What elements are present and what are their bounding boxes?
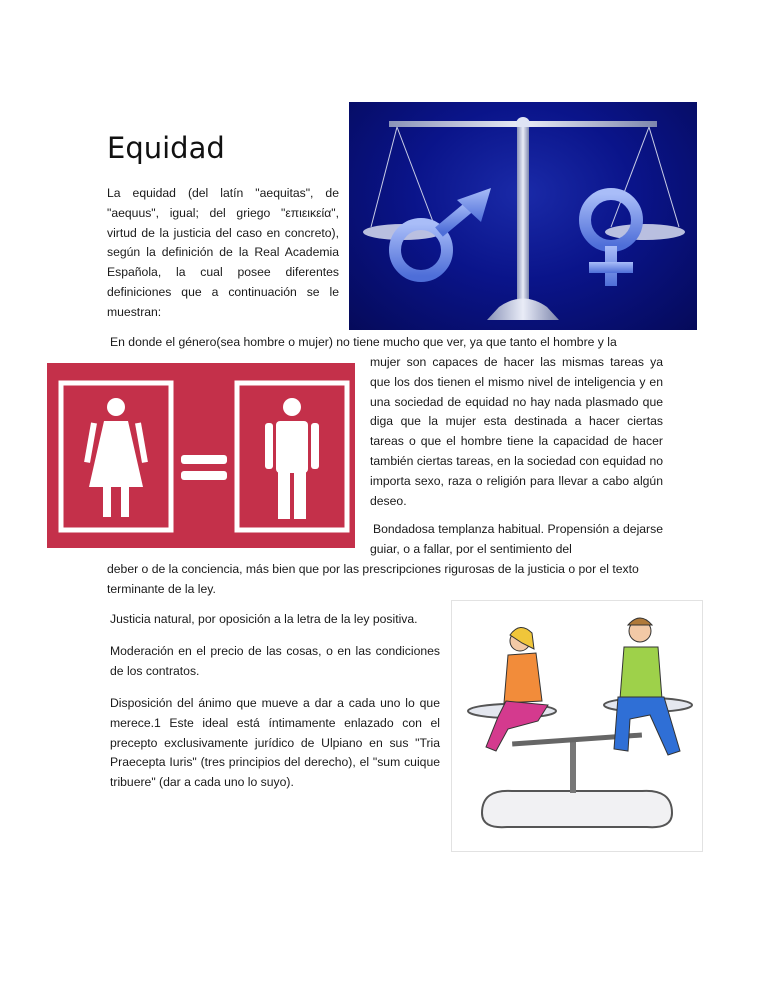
scales-of-justice-image bbox=[349, 102, 697, 330]
equals-sign-icon bbox=[181, 455, 227, 480]
gender-equality-sign-image bbox=[47, 363, 355, 548]
man-figure-icon bbox=[265, 398, 319, 519]
paragraph-moderacion: Moderación en el precio de las cosas, o en las condiciones de los contratos. bbox=[110, 644, 440, 678]
scales-of-justice-icon bbox=[349, 102, 697, 330]
woman-figure-icon bbox=[84, 398, 148, 517]
intro-paragraph: La equidad (del latín "aequitas", de "aequus", igual; del griego "επιεικεία", virtud de la justicia del caso en concreto), según la definición de la Real Academia Española, la cual posee diferentes definiciones que a continuación se le muestran: bbox=[107, 186, 339, 319]
paragraph-bondadosa-bottom: deber o de la conciencia, más bien que por las prescripciones rigurosas de la justicia o por el texto terminante de la ley. bbox=[107, 562, 639, 596]
male-symbol-icon bbox=[395, 188, 491, 276]
page-title: Equidad bbox=[107, 131, 225, 165]
paragraph-gender: mujer son capaces de hacer las mismas tareas ya que los dos tienen el mismo nivel de inteligencia y en una sociedad de equidad no hay nada plasmado que diga que la mujer esta destinada a hacer ciertas tareas o que el hombre tiene la capacidad de hacer también ciertas tareas, en la sociedad con equidad no importa sexo, raza o religión para llevar a cabo algún deseo. bbox=[370, 355, 663, 508]
balance-people-illustration bbox=[451, 600, 703, 852]
paragraph-justicia-natural: Justicia natural, por oposición a la letra de la ley positiva. bbox=[110, 612, 418, 626]
paragraph-disposicion: Disposición del ánimo que mueve a dar a cada uno lo que merece.1 Este ideal está íntimamente enlazado con el precepto exclusivamente jurídico de Ulpiano en sus "Tria Praecepta Iuris" (tres principios del derecho), el "sum cuique tribuere" (dar a cada uno lo suyo). bbox=[110, 696, 440, 790]
female-symbol-icon bbox=[585, 194, 637, 286]
paragraph-bondadosa-top: Bondadosa templanza habitual. Propensión a dejarse guiar, o a fallar, por el sentimiento del bbox=[370, 522, 663, 556]
paragraph-gender-first-line: En donde el género(sea hombre o mujer) no tiene mucho que ver, ya que tanto el hombre y la bbox=[110, 335, 617, 349]
